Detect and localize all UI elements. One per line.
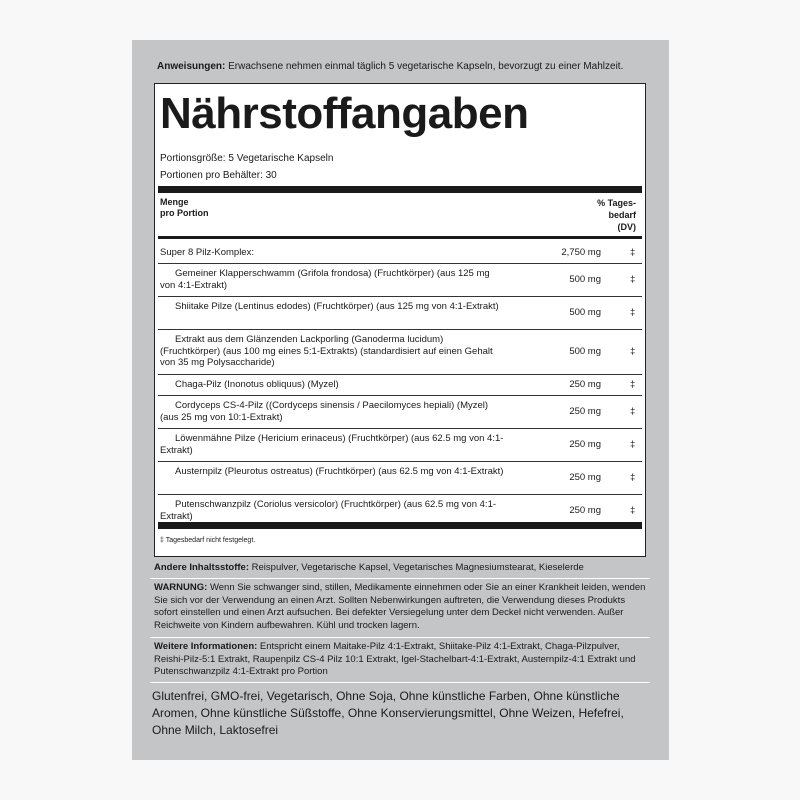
other-ingredients: [154, 562, 646, 575]
more-info-label: Weitere Informationen:: [154, 641, 258, 652]
facts-title: Nährstoffangaben: [160, 89, 529, 138]
nutrient-amount: 250 mg: [569, 439, 601, 450]
nutrient-dv: ‡: [630, 472, 636, 483]
table-row: [158, 264, 642, 297]
more-info-text: Entspricht einem Maitake-Pilz 4:1-Extrakt, Shiitake-Pilz 4:1-Extrakt, Chaga-Pilzpulver, Reishi-Pilz-5:1 Extrakt, Raupenpilz CS-4 Pilz 10:1 Extrakt, Igel-Stachelbart-4:1-Extrakt, Austernpilz-4:1 Extrakt und Putenschwanzpilz 4:1-Extrakt pro Portion: [154, 641, 636, 677]
table-row: [158, 462, 642, 495]
warning-text: Wenn Sie schwanger sind, stillen, Medikamente einnehmen oder Sie an einer Krankheit leiden, wenden Sie sich vor der Verwendung an einen Arzt. Sollten Nebenwirkungen auftreten, die Verwendung dieses Produkts sofort einstellen und einen Arzt aufsuchen. Bei defekter Versiegelung unter dem Deckel nicht verwenden. Außer Reichweite von Kindern aufbewahren. Kühl und trocken lagern.: [154, 582, 646, 631]
nutrient-dv: ‡: [630, 307, 636, 318]
header-dv-3: (DV): [617, 222, 636, 232]
serving-size: Portionsgröße: 5 Vegetarische Kapseln: [160, 153, 334, 164]
nutrient-dv: ‡: [630, 346, 636, 357]
nutrient-amount: 500 mg: [569, 274, 601, 285]
divider: [150, 682, 650, 683]
nutrient-amount: 250 mg: [569, 505, 601, 516]
table-row: [158, 375, 642, 396]
header-daily-value: [597, 197, 636, 233]
divider: [150, 637, 650, 638]
thick-rule: [158, 186, 642, 193]
table-row: [158, 242, 642, 264]
nutrient-dv: ‡: [630, 274, 636, 285]
other-ingredients-label: Andere Inhaltsstoffe:: [154, 562, 250, 573]
header-per-serving: pro Portion: [160, 208, 209, 218]
table-row: [158, 495, 642, 529]
nutrient-name: Cordyceps CS-4-Pilz ((Cordyceps sinensis / Paecilomyces hepiali) (Myzel) (aus 25 mg von 10:1-Extrakt): [160, 400, 489, 423]
table-row: [158, 297, 642, 330]
table-row: [158, 330, 642, 375]
nutrient-dv: ‡: [630, 505, 636, 516]
instructions: [157, 61, 647, 73]
warning: [154, 582, 646, 632]
dv-footnote: ‡ Tagesbedarf nicht festgelegt.: [160, 537, 256, 544]
nutrient-name: Gemeiner Klapperschwamm (Grifola frondosa) (Fruchtkörper) (aus 125 mg von 4:1-Extrakt): [160, 268, 490, 291]
table-row: [158, 429, 642, 462]
free-from-statement: Glutenfrei, GMO-frei, Vegetarisch, Ohne Soja, Ohne künstliche Farben, Ohne künstliche Aromen, Ohne künstliche Süßstoffe, Ohne Konservierungsmittel, Ohne Weizen, Hefefrei, Ohne Milch, Laktosefrei: [152, 689, 624, 737]
nutrient-name: Shiitake Pilze (Lentinus edodes) (Fruchtkörper) (aus 125 mg von 4:1-Extrakt): [175, 301, 499, 312]
nutrient-amount: 250 mg: [569, 379, 601, 390]
nutrient-dv: ‡: [630, 247, 636, 258]
header-amount-per-serving: [160, 197, 209, 219]
table-row: [158, 396, 642, 429]
nutrient-amount: 250 mg: [569, 472, 601, 483]
header-rule: [158, 236, 642, 239]
nutrition-facts-box: [154, 83, 646, 557]
nutrient-amount: 2,750 mg: [561, 247, 601, 258]
nutrient-amount: 500 mg: [569, 307, 601, 318]
divider: [150, 578, 650, 579]
more-info: [154, 641, 646, 679]
nutrient-amount: 250 mg: [569, 406, 601, 417]
header-dv-1: % Tages-: [597, 198, 636, 208]
nutrient-name: Extrakt aus dem Glänzenden Lackporling (Ganoderma lucidum) (Fruchtkörper) (aus 100 mg eines 5:1-Extrakts) (standardisiert auf einen Gehalt von 35 mg Polysaccharide): [160, 334, 493, 368]
nutrient-dv: ‡: [630, 406, 636, 417]
nutrient-table: [158, 242, 642, 529]
header-amount: Menge: [160, 197, 189, 207]
nutrient-name: Austernpilz (Pleurotus ostreatus) (Fruchtkörper) (aus 62.5 mg von 4:1-Extrakt): [175, 466, 504, 477]
other-ingredients-text: Reispulver, Vegetarische Kapsel, Vegetarisches Magnesiumstearat, Kieselerde: [249, 562, 584, 573]
nutrient-amount: 500 mg: [569, 346, 601, 357]
servings-per-container: Portionen pro Behälter: 30: [160, 170, 277, 181]
nutrient-name: Löwenmähne Pilze (Hericium erinaceus) (Fruchtkörper) (aus 62.5 mg von 4:1-Extrakt): [160, 433, 504, 456]
instructions-text: Erwachsene nehmen einmal täglich 5 vegetarische Kapseln, bevorzugt zu einer Mahlzeit.: [225, 61, 624, 72]
nutrient-name: Super 8 Pilz-Komplex:: [160, 247, 254, 258]
warning-label: WARNUNG:: [154, 582, 208, 593]
nutrient-dv: ‡: [630, 379, 636, 390]
nutrient-name: Putenschwanzpilz (Coriolus versicolor) (Fruchtkörper) (aus 62.5 mg von 4:1-Extrakt): [160, 499, 497, 522]
instructions-label: Anweisungen:: [157, 61, 226, 72]
header-dv-2: bedarf: [608, 210, 636, 220]
nutrient-dv: ‡: [630, 439, 636, 450]
nutrient-name: Chaga-Pilz (Inonotus obliquus) (Myzel): [175, 379, 339, 390]
